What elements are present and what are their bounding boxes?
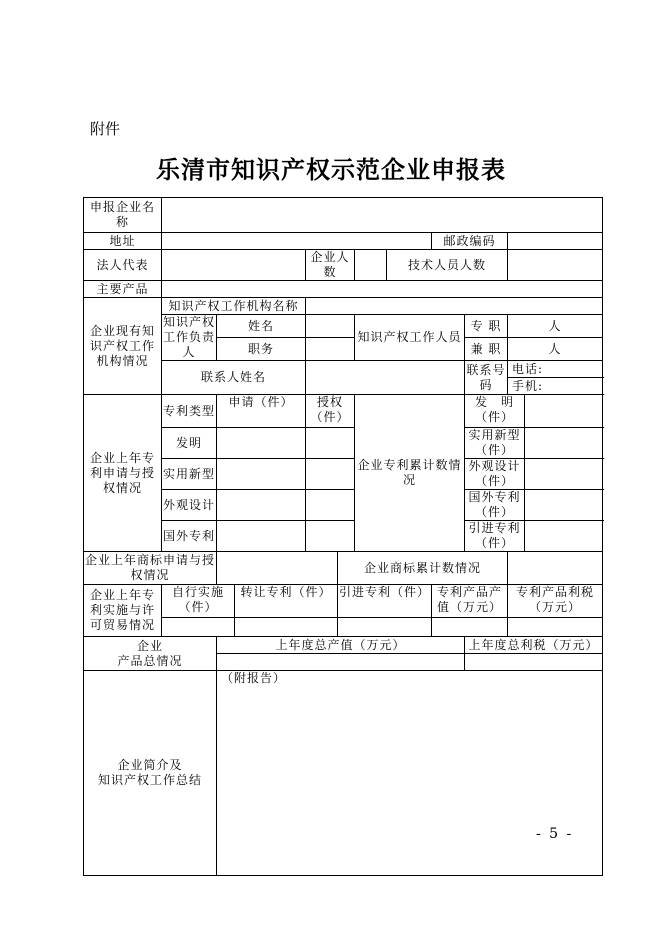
input-mobile[interactable] xyxy=(508,378,603,395)
input-cum-foreign[interactable] xyxy=(525,490,603,521)
input-trademark-annual[interactable] xyxy=(217,552,338,585)
label-patent-cumulative: 企业专利累计数情况 xyxy=(355,395,465,552)
input-imported[interactable] xyxy=(338,618,432,637)
label-manager-name: 姓名 xyxy=(217,315,306,338)
label-ip-staff: 知识产权工作人员 xyxy=(355,315,465,361)
label-patent-section: 企业上年专利申请与授权情况 xyxy=(84,395,162,552)
label-company-name: 申报企业名称 xyxy=(84,198,162,233)
label-full-time: 专 职 xyxy=(465,315,508,338)
application-form-table xyxy=(83,197,603,876)
input-cum-utility[interactable] xyxy=(525,428,603,459)
input-granted-invention[interactable] xyxy=(306,428,355,459)
label-type-utility: 实用新型 xyxy=(162,459,217,490)
input-tech-staff[interactable] xyxy=(508,250,603,281)
input-manager-name[interactable] xyxy=(306,315,355,338)
input-legal-rep[interactable] xyxy=(162,250,306,281)
label-tech-staff: 技术人员人数 xyxy=(387,250,508,281)
label-output: 专利产品产值（万元） xyxy=(432,585,508,618)
label-total-output: 上年度总产值（万元） xyxy=(217,637,465,654)
input-employees[interactable] xyxy=(355,250,387,281)
attachment-label: 附件 xyxy=(90,120,121,138)
label-cum-utility: 实用新型（件） xyxy=(465,428,525,459)
label-implementation: 企业上年专利实施与许可贸易情况 xyxy=(84,585,162,637)
input-cum-design[interactable] xyxy=(525,459,603,490)
label-summary xyxy=(84,671,217,876)
label-cum-invention: 发 明（件） xyxy=(465,395,525,428)
label-cum-design: 外观设计（件） xyxy=(465,459,525,490)
label-self-impl: 自行实施（件） xyxy=(162,585,235,618)
label-part-time: 兼 职 xyxy=(465,338,508,361)
summary-note: （附报告） xyxy=(221,671,287,685)
label-contact-name: 联系人姓名 xyxy=(162,361,306,395)
label-address: 地址 xyxy=(84,233,162,250)
summary-label-line2: 知识产权工作总结 xyxy=(97,773,202,787)
label-type-invention: 发明 xyxy=(162,428,217,459)
input-self-impl[interactable] xyxy=(162,618,235,637)
label-cum-imported: 引进专利（件） xyxy=(465,521,525,552)
label-applied: 申请（件） xyxy=(217,395,306,428)
input-output[interactable] xyxy=(432,618,508,637)
label-legal-rep: 法人代表 xyxy=(84,250,162,281)
label-transfer: 转让专利（件） xyxy=(235,585,338,618)
person-unit-2: 人 xyxy=(548,341,562,356)
label-manager-position: 职务 xyxy=(217,338,306,361)
page-number: - 5 - xyxy=(536,826,574,842)
input-total-profit[interactable] xyxy=(465,654,603,671)
label-patent-type: 专利类型 xyxy=(162,395,217,428)
input-applied-invention[interactable] xyxy=(217,428,306,459)
label-contact-no: 联系号码 xyxy=(465,361,508,395)
production-label-line2: 产品总情况 xyxy=(117,653,183,668)
input-company-name[interactable] xyxy=(162,198,603,233)
label-granted: 授权（件） xyxy=(306,395,355,428)
label-employees: 企业人数 xyxy=(306,250,355,281)
label-imported: 引进专利（件） xyxy=(338,585,432,618)
input-applied-utility[interactable] xyxy=(217,459,306,490)
input-trademark-cumulative[interactable] xyxy=(508,552,603,585)
phone-label: 电话: xyxy=(512,361,544,376)
label-profit: 专利产品利税（万元） xyxy=(508,585,603,618)
summary-label-line1: 企业简介及 xyxy=(117,758,183,772)
input-address[interactable] xyxy=(162,233,432,250)
input-contact-name[interactable] xyxy=(306,361,465,395)
label-cum-foreign: 国外专利（件） xyxy=(465,490,525,521)
input-postal-code[interactable] xyxy=(508,233,603,250)
mobile-label: 手机: xyxy=(512,378,544,393)
input-part-time[interactable] xyxy=(508,338,603,361)
input-cum-imported[interactable] xyxy=(525,521,603,552)
input-granted-design[interactable] xyxy=(306,490,355,521)
label-ip-org-section: 企业现有知识产权工作机构情况 xyxy=(84,298,162,395)
input-ip-org-name[interactable] xyxy=(306,298,603,315)
label-type-foreign: 国外专利 xyxy=(162,521,217,552)
label-production xyxy=(84,637,217,671)
label-ip-manager: 知识产权工作负责人 xyxy=(163,315,216,359)
label-total-profit: 上年度总利税（万元） xyxy=(465,637,603,654)
form-title: 乐清市知识产权示范企业申报表 xyxy=(156,155,506,184)
input-full-time[interactable] xyxy=(508,315,603,338)
label-postal-code: 邮政编码 xyxy=(432,233,508,250)
label-ip-org-name: 知识产权工作机构名称 xyxy=(162,298,306,315)
label-type-design: 外观设计 xyxy=(162,490,217,521)
input-cum-invention[interactable] xyxy=(525,395,603,428)
input-main-products[interactable] xyxy=(162,281,603,298)
input-summary[interactable] xyxy=(217,671,603,876)
label-main-products: 主要产品 xyxy=(84,281,162,298)
input-profit[interactable] xyxy=(508,618,603,637)
input-granted-foreign[interactable] xyxy=(306,521,355,552)
input-granted-utility[interactable] xyxy=(306,459,355,490)
input-transfer[interactable] xyxy=(235,618,338,637)
input-total-output[interactable] xyxy=(217,654,465,671)
person-unit-1: 人 xyxy=(548,318,562,333)
label-trademark-annual: 企业上年商标申请与授权情况 xyxy=(84,552,217,585)
input-manager-position[interactable] xyxy=(306,338,355,361)
production-label-line1: 企业 xyxy=(136,638,163,653)
label-trademark-cumulative: 企业商标累计数情况 xyxy=(338,552,508,585)
input-applied-design[interactable] xyxy=(217,490,306,521)
input-phone[interactable] xyxy=(508,361,603,378)
input-applied-foreign[interactable] xyxy=(217,521,306,552)
